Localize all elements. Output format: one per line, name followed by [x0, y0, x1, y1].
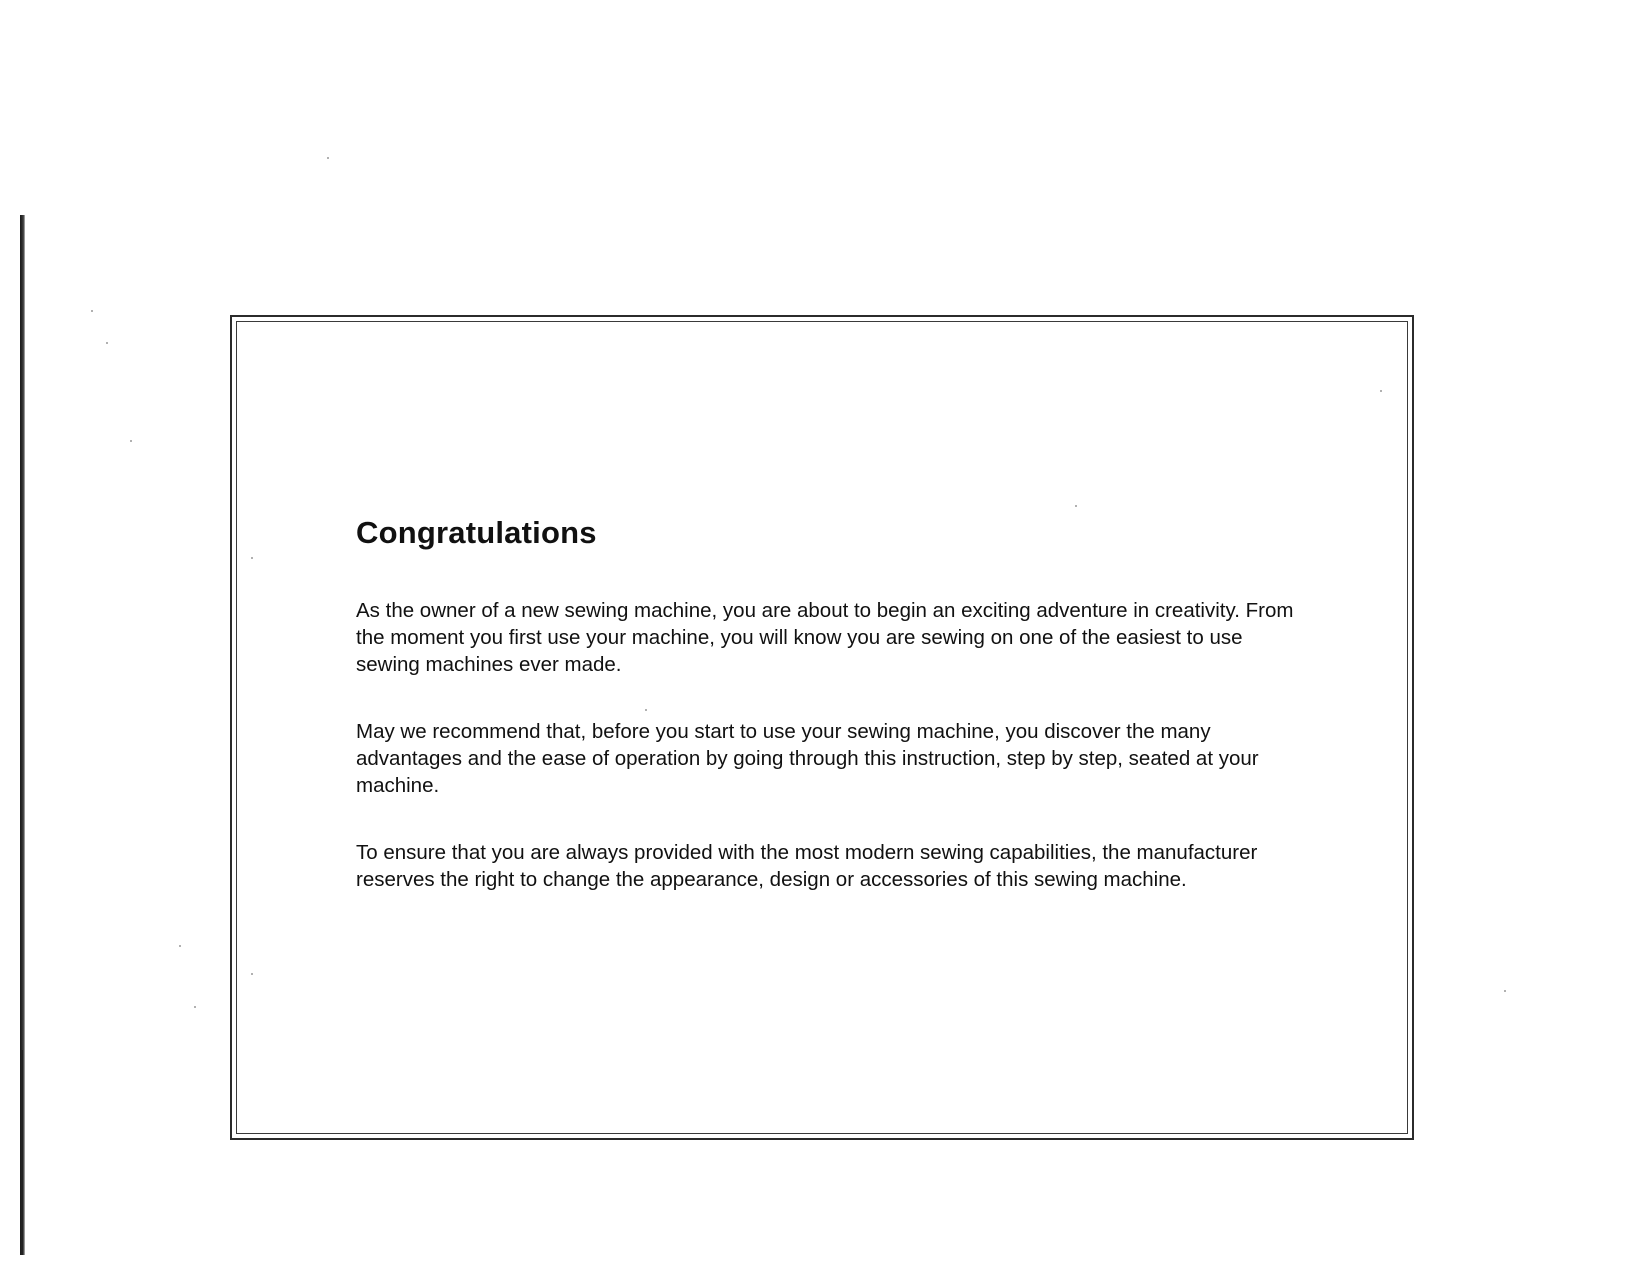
paragraph-recommendation: May we recommend that, before you start to use your sewing machine, you discover the many advantages and the ease of operation by going through this instruction, step by step, seated at your machine. — [356, 720, 1259, 797]
document-content — [356, 515, 1296, 933]
scan-binding-edge-tail — [21, 1050, 23, 1255]
scan-speck — [1504, 990, 1506, 992]
scan-speck — [327, 157, 329, 159]
scan-speck — [106, 342, 108, 344]
scan-speck — [179, 945, 181, 947]
scan-speck — [130, 440, 132, 442]
paragraph-disclaimer: To ensure that you are always provided with the most modern sewing capabilities, the manufacturer reserves the right to change the appearance, design or accessories of this sewing machine. — [356, 841, 1258, 891]
scan-speck — [194, 1006, 196, 1008]
scan-speck — [91, 310, 93, 312]
paragraph-intro: As the owner of a new sewing machine, you are about to begin an exciting adventure in creativity. From the moment you first use your machine, you will know you are sewing on one of the easiest to use sewing machines ever made. — [356, 599, 1294, 676]
page-title: Congratulations — [356, 515, 597, 550]
